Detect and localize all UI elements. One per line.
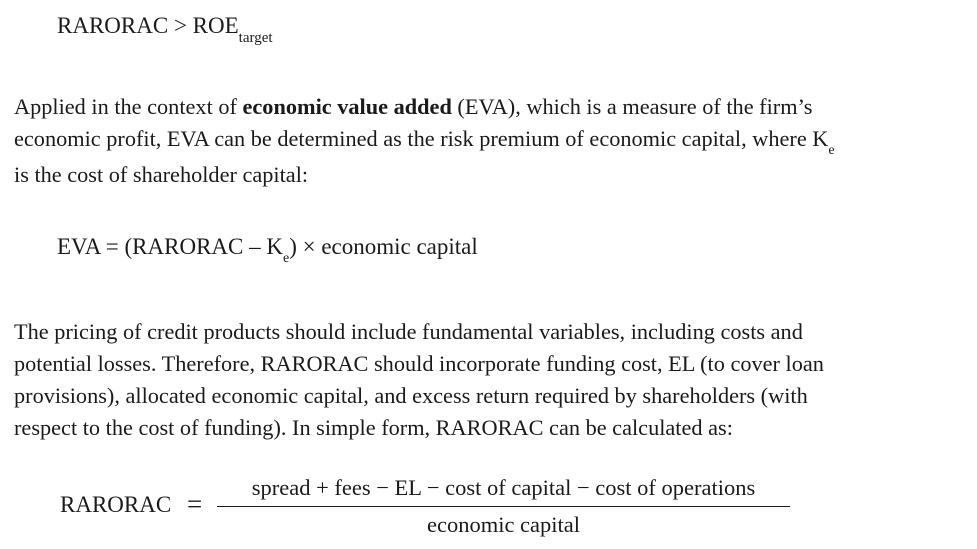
equation-eva: [57, 233, 478, 265]
paragraph-line: potential losses. Therefore, RARORAC should incorporate funding cost, EL (to cover loan: [14, 351, 824, 376]
fraction-numerator: spread + fees − EL − cost of capital − cost of operations: [251, 475, 756, 500]
paragraph-line: is the cost of shareholder capital:: [14, 162, 309, 187]
equation-lhs: RARORAC > ROE: [57, 13, 239, 38]
text-run: economic profit, EVA can be determined as the risk premium of economic capital, where K: [14, 126, 829, 151]
paragraph-line: [14, 91, 969, 123]
paragraph-line: [14, 123, 969, 159]
equation-subscript: e: [282, 251, 290, 266]
paragraph-line: The pricing of credit products should include fundamental variables, including costs and: [14, 319, 803, 344]
equation-rarorac-vs-roe: [57, 12, 273, 46]
equation-text: EVA = (RARORAC – K: [57, 234, 283, 259]
subscript: e: [828, 143, 835, 158]
paragraph-eva: [14, 91, 969, 191]
paragraph-line: provisions), allocated economic capital, and excess return required by shareholders (with: [14, 383, 808, 408]
formula-lhs: RARORAC: [60, 492, 172, 517]
equation-text: ) × economic capital: [289, 234, 478, 259]
bold-term: economic value added: [242, 94, 452, 119]
fraction-denominator: economic capital: [426, 512, 581, 537]
text-run: Applied in the context of: [14, 94, 243, 119]
paragraph-line: respect to the cost of funding). In simple form, RARORAC can be calculated as:: [14, 415, 733, 440]
paragraph-pricing: [14, 316, 969, 444]
text-run: (EVA), which is a measure of the firm’s: [451, 94, 813, 119]
equation-rarorac-formula: [60, 475, 820, 545]
equation-subscript: target: [238, 30, 273, 46]
fraction-bar: [217, 506, 790, 507]
equals-sign: =: [187, 489, 203, 519]
